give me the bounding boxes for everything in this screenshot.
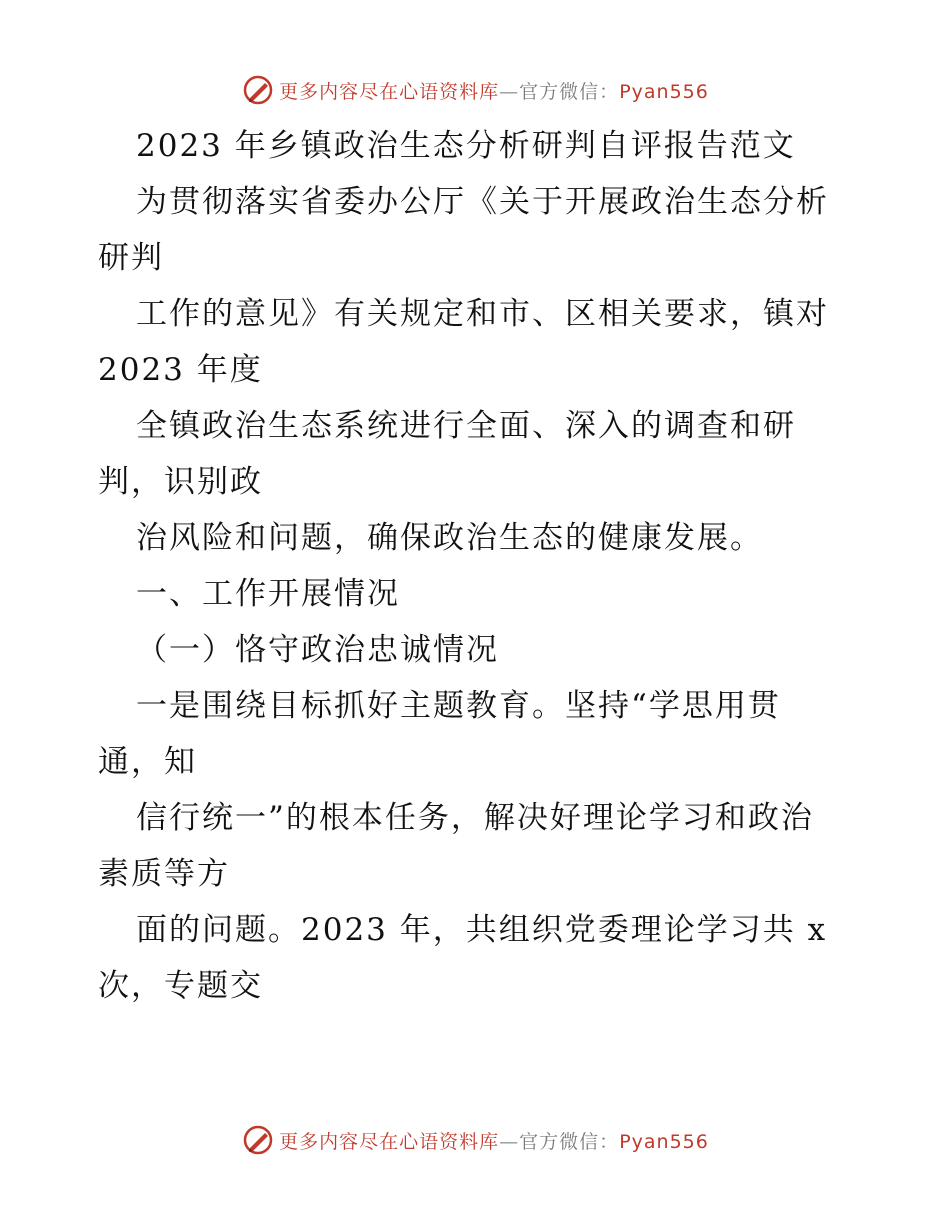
subsection-heading: （一）恪守政治忠诚情况 xyxy=(136,632,499,668)
paragraph-line: 面的问题。2023 年，共组织党委理论学习共 x xyxy=(136,912,828,948)
paragraph-line: 次，专题交 xyxy=(98,968,263,1004)
paragraph-line: 研判 xyxy=(98,240,164,276)
footer-watermark xyxy=(0,1120,950,1160)
watermark-text: 更多内容尽在心语资料库—官方微信：Pyan556 xyxy=(279,80,709,103)
pen-logo-icon xyxy=(241,73,275,107)
pen-logo-icon xyxy=(241,1123,275,1157)
header-watermark xyxy=(0,70,950,110)
paragraph-line: 素质等方 xyxy=(98,856,230,892)
paragraph-line: 全镇政治生态系统进行全面、深入的调查和研 xyxy=(136,408,796,444)
paragraph-line: 2023 年度 xyxy=(98,352,263,388)
paragraph-line: 为贯彻落实省委办公厅《关于开展政治生态分析 xyxy=(136,184,829,220)
watermark-text: 更多内容尽在心语资料库—官方微信：Pyan556 xyxy=(279,1130,709,1153)
paragraph-line: 一是围绕目标抓好主题教育。坚持“学思用贯 xyxy=(136,688,781,724)
paragraph-line: 治风险和问题，确保政治生态的健康发展。 xyxy=(136,520,763,556)
document-body xyxy=(98,118,858,1014)
section-heading: 一、工作开展情况 xyxy=(136,576,400,612)
paragraph-line: 信行统一”的根本任务，解决好理论学习和政治 xyxy=(136,800,814,836)
document-title: 2023 年乡镇政治生态分析研判自评报告范文 xyxy=(136,128,796,164)
paragraph-line: 工作的意见》有关规定和市、区相关要求，镇对 xyxy=(136,296,829,332)
paragraph-line: 通，知 xyxy=(98,744,197,780)
paragraph-line: 判，识别政 xyxy=(98,464,263,500)
